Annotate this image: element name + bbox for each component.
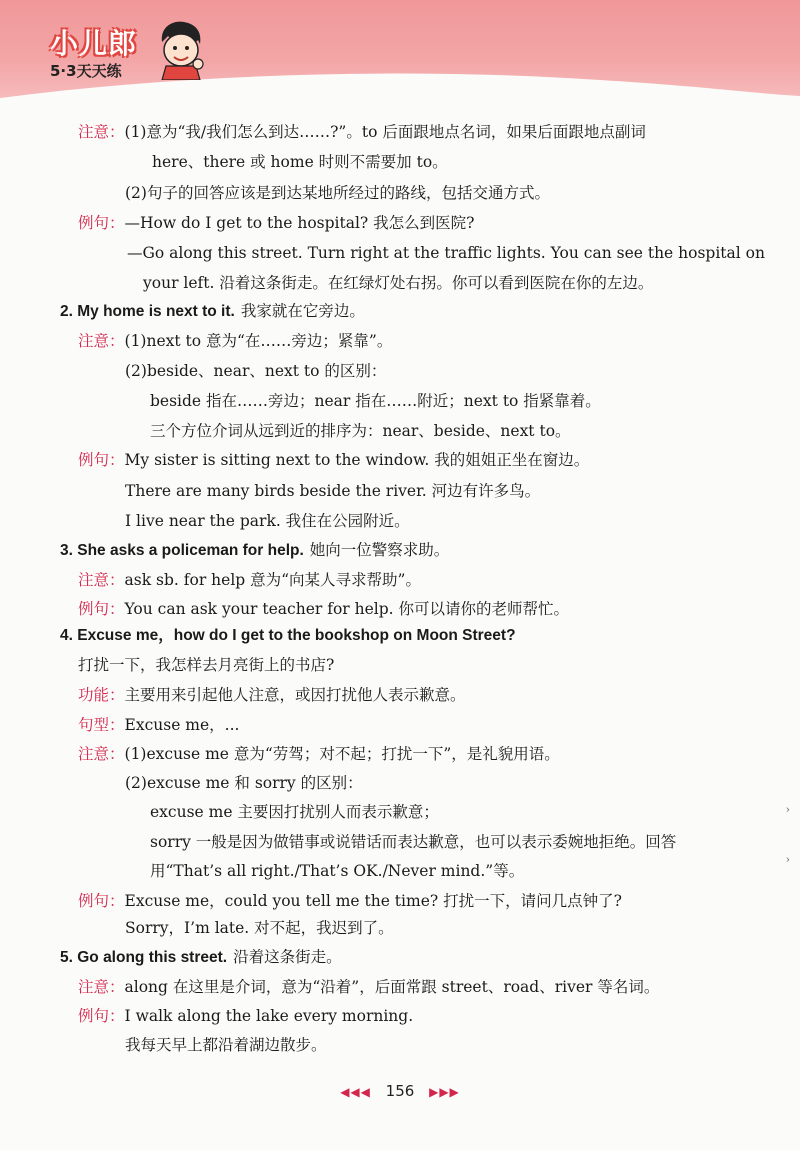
- text-line: [78, 655, 334, 675]
- text-line: [150, 802, 439, 822]
- section-heading-en: 5. Go along this street.: [60, 949, 228, 966]
- line-text: (2)excuse me 和 sorry 的区别：: [125, 774, 363, 792]
- label-tag: 注意：: [78, 571, 125, 589]
- annotated-line: [78, 599, 569, 619]
- section-heading-en: 2. My home is next to it.: [60, 303, 235, 320]
- text-line: [125, 773, 363, 793]
- brand-logo: [42, 18, 202, 84]
- edge-mark: ›: [785, 853, 790, 866]
- left-arrows-icon: ◀◀◀: [340, 1085, 371, 1099]
- annotated-line: [78, 331, 392, 351]
- line-text: ask sb. for help 意为“向某人寻求帮助”。: [124, 571, 421, 589]
- annotated-line: [78, 891, 622, 911]
- text-line: [127, 243, 765, 263]
- line-text: (1)excuse me 意为“劳驾；对不起；打扰一下”，是礼貌用语。: [124, 745, 560, 763]
- annotated-line: [78, 570, 421, 590]
- label-tag: 例句：: [78, 600, 125, 618]
- edge-mark: ›: [785, 803, 790, 816]
- line-text: beside 指在……旁边；near 指在……附近；next to 指紧靠着。: [150, 392, 601, 410]
- text-line: [143, 273, 653, 293]
- annotated-line: [78, 685, 466, 705]
- label-tag: 句型：: [78, 716, 125, 734]
- annotated-line: [78, 213, 474, 233]
- label-tag: 注意：: [78, 332, 125, 350]
- section-heading: [60, 301, 365, 322]
- label-tag: 例句：: [78, 451, 125, 469]
- line-text: (1)意为“我/我们怎么到达……?”。to 后面跟地点名词，如果后面跟地点副词: [124, 123, 646, 141]
- text-line: [125, 1035, 327, 1055]
- section-heading-en: 4. Excuse me，how do I get to the bookshop on Moon Street?: [60, 627, 516, 644]
- text-line: [150, 832, 676, 852]
- page-number: 156: [385, 1082, 415, 1100]
- line-text: I walk along the lake every morning.: [124, 1007, 414, 1025]
- line-text: your left. 沿着这条街走。在红绿灯处右拐。你可以看到医院在你的左边。: [143, 274, 654, 292]
- label-tag: 例句：: [78, 1007, 125, 1025]
- line-text: —Go along this street. Turn right at the traffic lights. You can see the hospital on: [127, 244, 765, 262]
- mascot-boy-icon: [154, 18, 206, 80]
- annotated-line: [78, 715, 239, 735]
- line-text: 用“That’s all right./That’s OK./Never mind.”等。: [150, 862, 525, 880]
- text-line: [125, 918, 394, 938]
- annotated-line: [78, 1006, 413, 1026]
- text-line: [125, 511, 410, 531]
- line-text: My sister is sitting next to the window. 我的姐姐正坐在窗边。: [124, 451, 590, 469]
- label-tag: 功能：: [78, 686, 125, 704]
- section-heading-cn: 我家就在它旁边。: [240, 302, 365, 320]
- section-heading-cn: 沿着这条街走。: [233, 948, 342, 966]
- line-text: sorry 一般是因为做错事或说错话而表达歉意，也可以表示委婉地拒绝。回答: [150, 833, 677, 851]
- text-line: [150, 421, 571, 441]
- line-text: 我每天早上都沿着湖边散步。: [125, 1036, 327, 1054]
- line-text: (1)next to 意为“在……旁边；紧靠”。: [124, 332, 393, 350]
- text-line: [152, 152, 448, 172]
- text-line: [125, 183, 550, 203]
- annotated-line: [78, 122, 646, 142]
- logo-title: 小儿郎: [50, 27, 138, 60]
- line-text: 三个方位介词从远到近的排序为：near、beside、next to。: [150, 422, 571, 440]
- line-text: You can ask your teacher for help. 你可以请你的老师帮忙。: [124, 600, 570, 618]
- label-tag: 例句：: [78, 892, 125, 910]
- section-heading: [60, 540, 449, 561]
- label-tag: 例句：: [78, 214, 125, 232]
- annotated-line: [78, 744, 560, 764]
- section-heading: [60, 625, 522, 646]
- line-text: 主要用来引起他人注意，或因打扰他人表示歉意。: [124, 686, 466, 704]
- line-text: —How do I get to the hospital? 我怎么到医院?: [124, 214, 475, 232]
- label-tag: 注意：: [78, 745, 125, 763]
- page-footer: [0, 1082, 800, 1106]
- line-text: excuse me 主要因打扰别人而表示歉意；: [150, 803, 439, 821]
- line-text: I live near the park. 我住在公园附近。: [125, 512, 410, 530]
- section-heading-cn: 她向一位警察求助。: [309, 541, 450, 559]
- label-tag: 注意：: [78, 123, 125, 141]
- text-line: [150, 861, 524, 881]
- line-text: 打扰一下，我怎样去月亮街上的书店?: [78, 656, 335, 674]
- line-text: Excuse me，could you tell me the time? 打扰一下，请问几点钟了?: [124, 892, 622, 910]
- line-text: Sorry，I’m late. 对不起，我迟到了。: [125, 919, 394, 937]
- annotated-line: [78, 977, 659, 997]
- right-arrows-icon: ▶▶▶: [429, 1085, 460, 1099]
- line-text: along 在这里是介词，意为“沿着”，后面常跟 street、road、river 等名词。: [124, 978, 660, 996]
- text-line: [125, 361, 386, 381]
- line-text: Excuse me，...: [124, 716, 240, 734]
- line-text: (2)beside、near、next to 的区别：: [125, 362, 387, 380]
- text-line: [125, 481, 540, 501]
- section-heading-en: 3. She asks a policeman for help.: [60, 542, 304, 559]
- annotated-line: [78, 450, 589, 470]
- line-text: here、there 或 home 时则不需要加 to。: [152, 153, 448, 171]
- line-text: (2)句子的回答应该是到达某地所经过的路线，包括交通方式。: [125, 184, 550, 202]
- section-heading: [60, 947, 342, 968]
- label-tag: 注意：: [78, 978, 125, 996]
- logo-subtitle: 5·3天天练: [50, 62, 122, 80]
- line-text: There are many birds beside the river. 河边有许多鸟。: [125, 482, 541, 500]
- text-line: [150, 391, 601, 411]
